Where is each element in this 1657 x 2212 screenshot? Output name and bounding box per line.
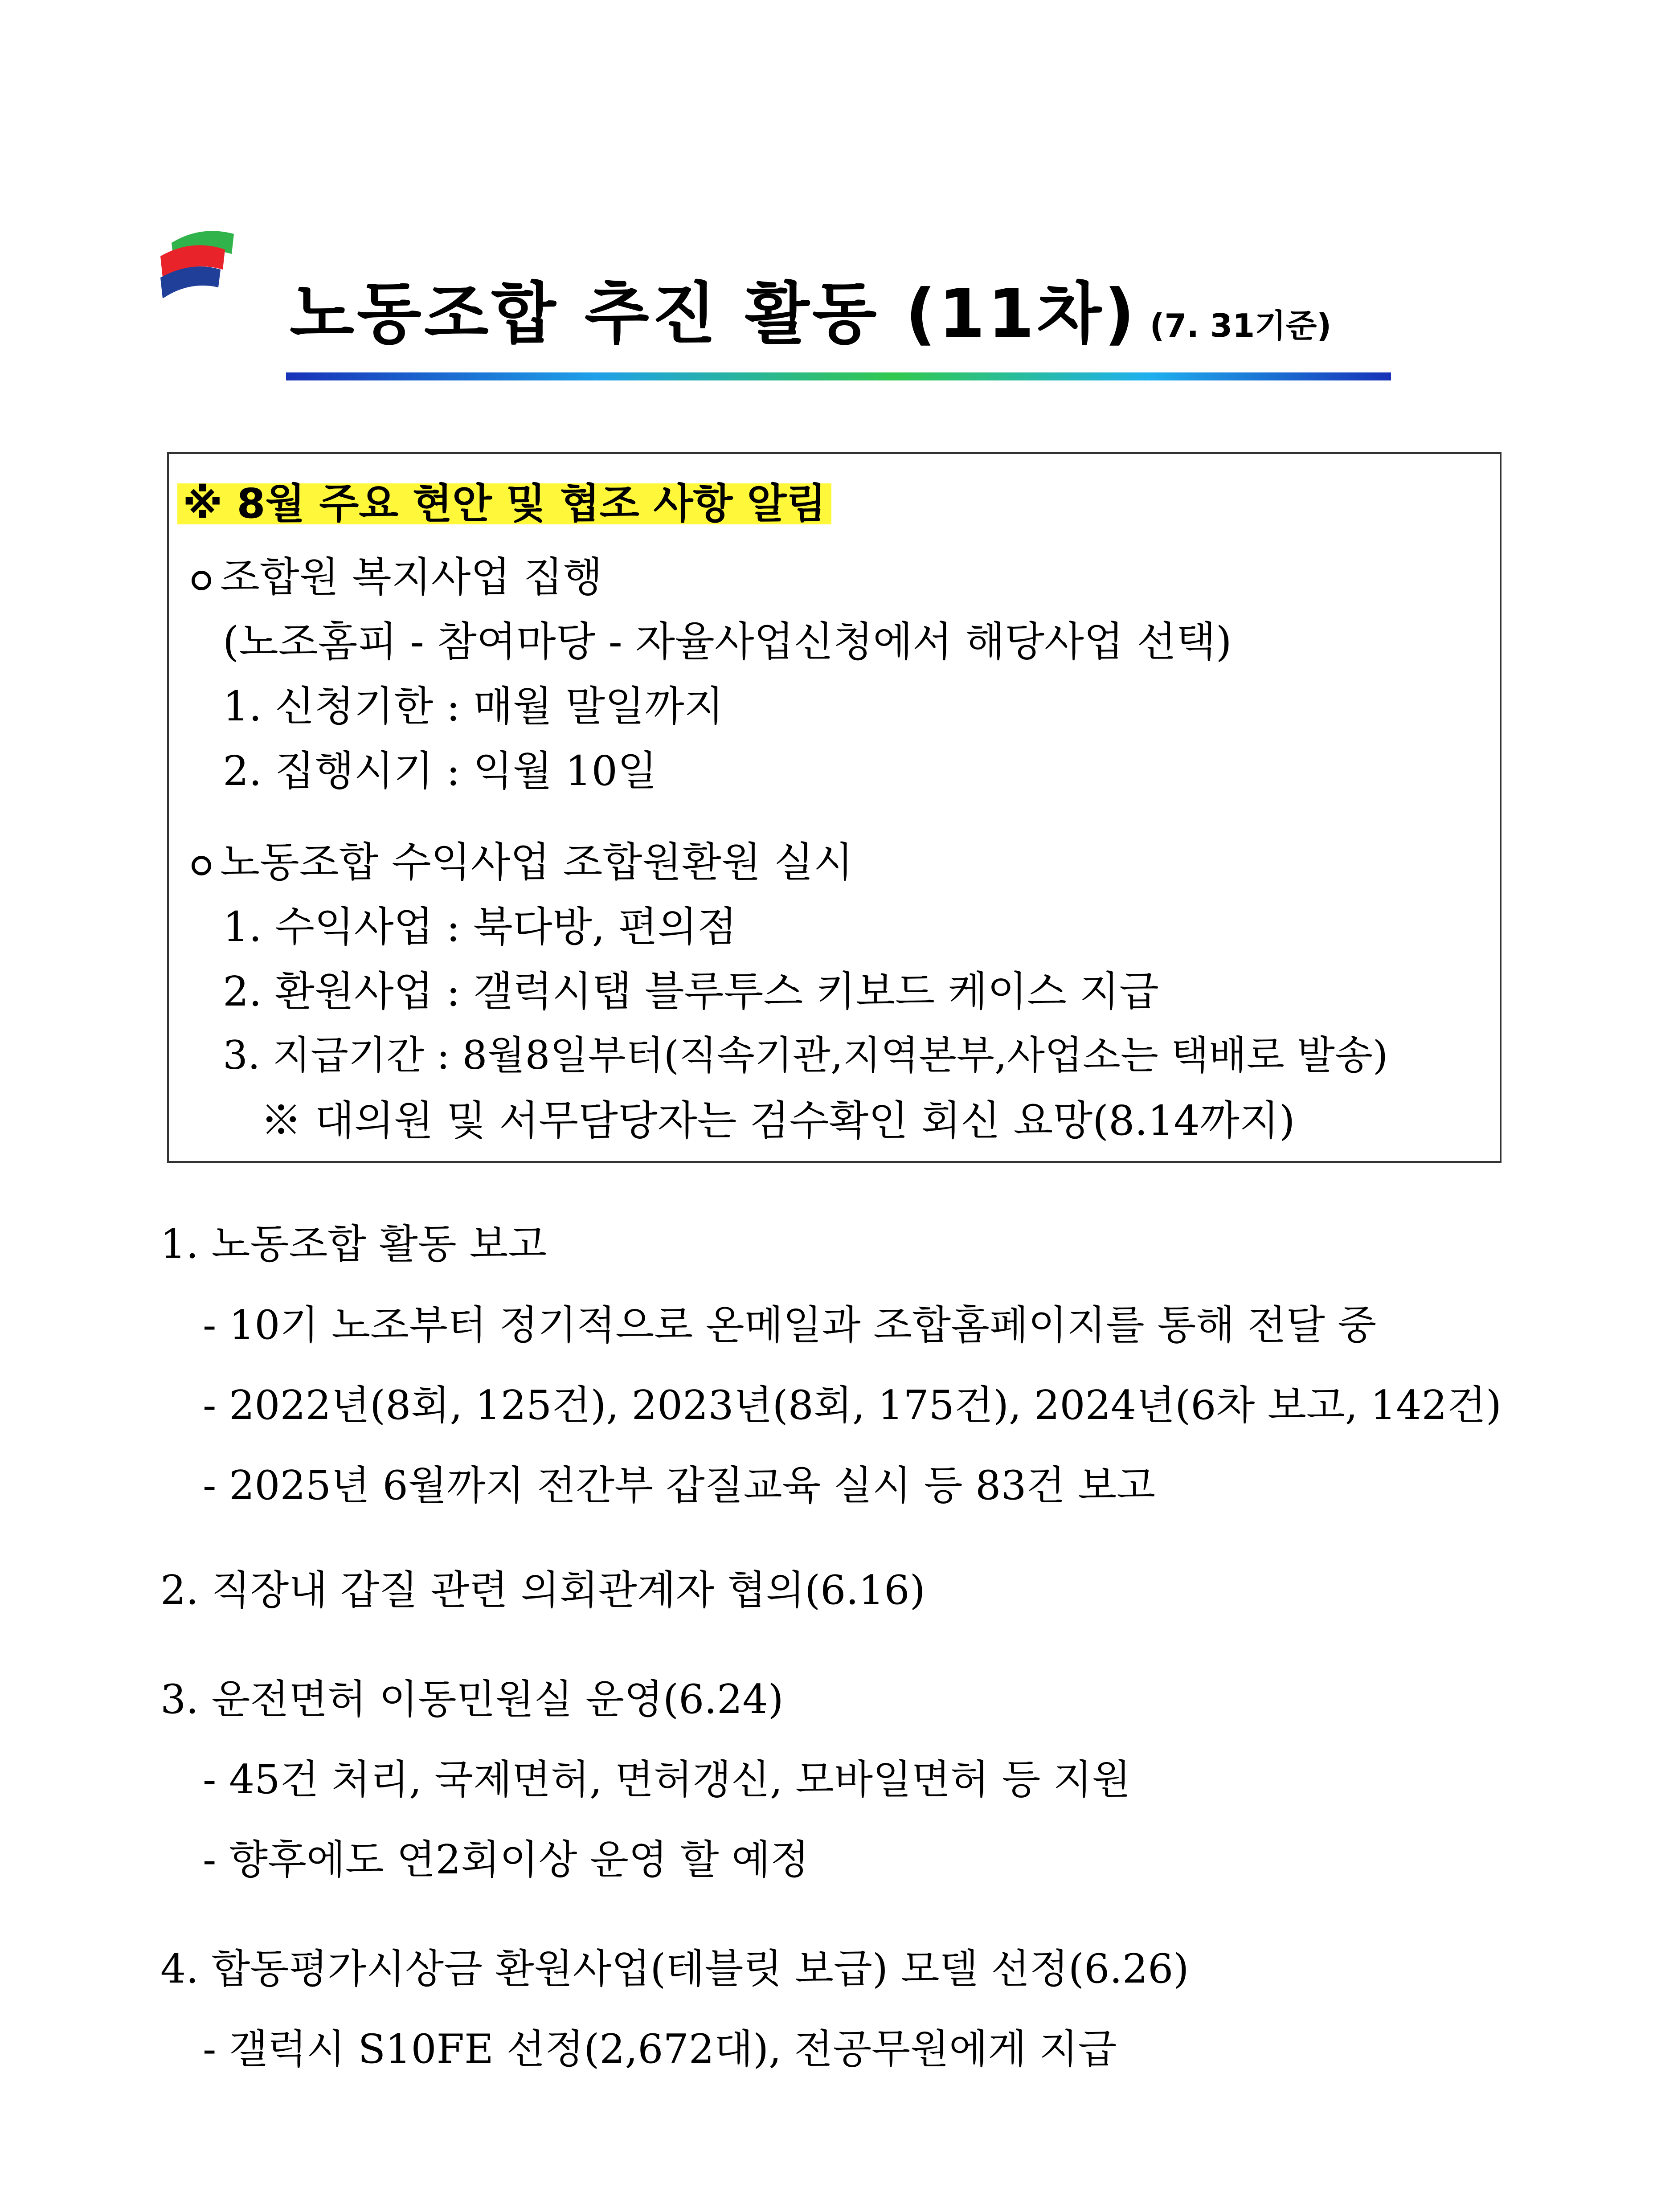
logo-icon (158, 225, 238, 301)
section-item: - 갤럭시 S10FE 선정(2,672대), 전공무원에게 지급 (203, 2026, 1117, 2073)
circle-bullet-icon (192, 571, 211, 590)
notice-item-heading: 노동조합 수익사업 조합원환원 실시 (192, 842, 853, 883)
section-heading: 4. 합동평가시상금 환원사업(테블릿 보급) 모델 선정(6.26) (160, 1946, 1189, 1992)
section-item: - 향후에도 연2회이상 운영 할 예정 (203, 1836, 809, 1883)
section-item: - 2025년 6월까지 전간부 갑질교육 실시 등 83건 보고 (203, 1462, 1156, 1509)
section-heading: 2. 직장내 갑질 관련 의회관계자 협의(6.16) (160, 1567, 925, 1614)
notice-item-path: (노조홈피 - 참여마당 - 자율사업신청에서 해당사업 선택) (223, 618, 1232, 666)
notice-note: ※ 대의원 및 서무담당자는 검수확인 회신 요망(8.14까지) (261, 1097, 1295, 1145)
notice-item-line: 1. 수익사업 : 북다방, 편의점 (223, 903, 737, 951)
notice-item-line: 2. 집행시기 : 익월 10일 (223, 747, 657, 795)
notice-item-line: 2. 환원사업 : 갤럭시탭 블루투스 키보드 케이스 지급 (223, 968, 1159, 1015)
notice-item-heading: 조합원 복지사업 집행 (192, 557, 602, 598)
title-underline (286, 372, 1391, 380)
title-date: (7. 31기준) (1150, 307, 1332, 344)
circle-bullet-icon (192, 856, 211, 875)
section-heading: 3. 운전면허 이동민원실 운영(6.24) (160, 1676, 784, 1723)
section-item: - 10기 노조부터 정기적으로 온메일과 조합홈페이지를 통해 전달 중 (203, 1302, 1377, 1349)
notice-title: ※ 8월 주요 현안 및 협조 사항 알림 (177, 483, 831, 524)
notice-item-line: 3. 지급기간 : 8월8일부터(직속기관,지역본부,사업소는 택배로 발송) (223, 1032, 1388, 1078)
section-item: - 45건 처리, 국제면허, 면허갱신, 모바일면허 등 지원 (203, 1756, 1131, 1803)
page-title (290, 275, 1332, 353)
section-heading: 1. 노동조합 활동 보고 (160, 1221, 547, 1268)
notice-item-line: 1. 신청기한 : 매월 말일까지 (223, 683, 724, 730)
title-text: 노동조합 추진 활동 (11차) (290, 275, 1137, 353)
section-item: - 2022년(8회, 125건), 2023년(8회, 175건), 2024년(6차 보고, 142건) (203, 1382, 1502, 1429)
